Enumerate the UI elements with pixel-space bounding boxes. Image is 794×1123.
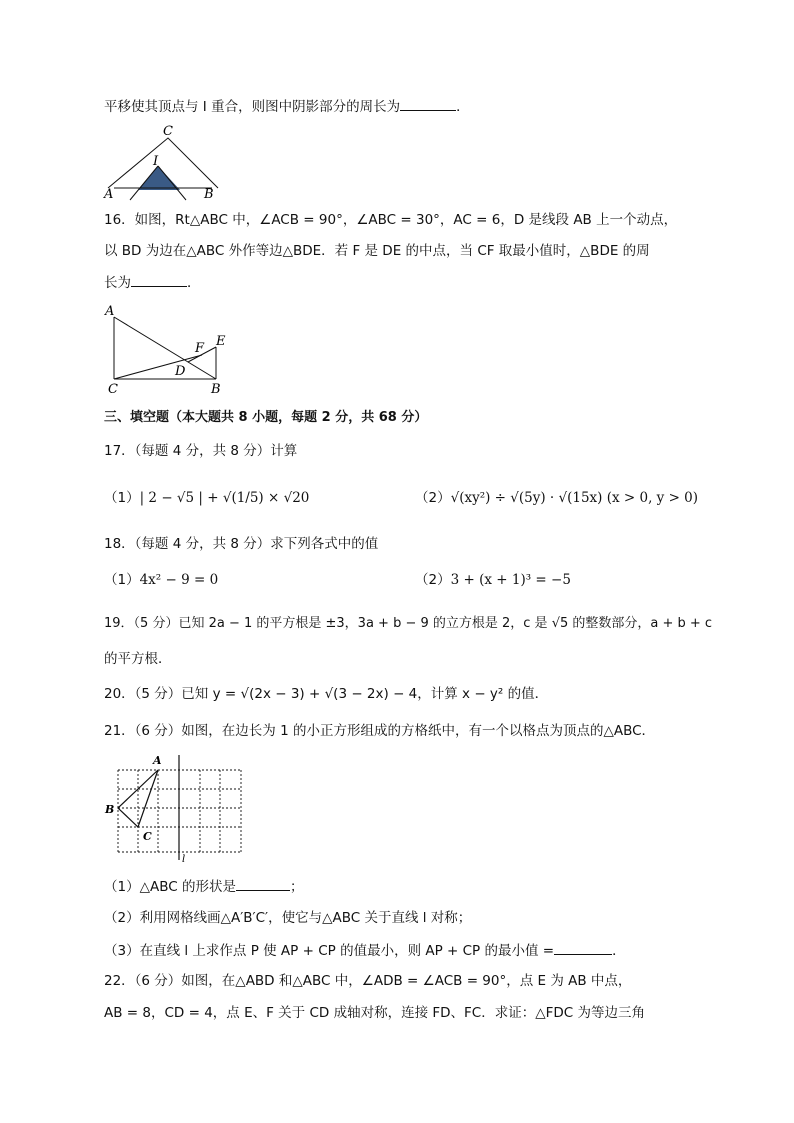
q21-title: 21．（6 分）如图，在边长为 1 的小正方形组成的方格纸中，有一个以格点为顶点的△ABC．: [104, 723, 656, 739]
q20-text: 20．（5 分）已知 y = √(2x − 3) + √(3 − 2x) − 4，计算 x − y² 的值．: [104, 686, 549, 702]
shaded-triangle: [138, 166, 180, 190]
q17-p1-label: （1）: [104, 490, 140, 506]
answer-blank-21-3[interactable]: [554, 940, 612, 955]
q18-title: 18．（每题 4 分，共 8 分）求下列各式中的值: [104, 536, 379, 552]
q18-part1: [104, 570, 218, 590]
answer-blank-15[interactable]: [400, 96, 456, 111]
q21-s3-end: ．: [612, 943, 626, 959]
q16-line3-text: 长为: [104, 275, 131, 291]
figure-16: [100, 302, 240, 398]
label-l: l: [182, 854, 186, 865]
q19-line2: 的平方根．: [104, 651, 172, 667]
q22-line1: 22．（6 分）如图，在△ABD 和△ABC 中，∠ADB = ∠ACB = 90°，点 E 为 AB 中点，: [104, 973, 632, 989]
figure-15: [100, 122, 230, 202]
q21-s1-end: ；: [289, 879, 304, 895]
q21-s1-text: （1）△ABC 的形状是: [104, 879, 236, 895]
label-b: B: [211, 382, 221, 397]
q15-tail-text: 平移使其顶点与 I 重合，则图中阴影部分的周长为: [104, 99, 401, 115]
q17-title: 17．（每题 4 分，共 8 分）计算: [104, 443, 298, 459]
q19-line1: 19．（5 分）已知 2a − 1 的平方根是 ±3，3a + b − 9 的立方根是 2，c 是 √5 的整数部分，a + b + c: [104, 616, 713, 631]
section-3-header: 三、填空题（本大题共 8 小题，每题 2 分，共 68 分）: [104, 410, 428, 425]
q21-sub1: [104, 876, 303, 897]
q16-line1: 16．如图，Rt△ABC 中，∠ACB = 90°，∠ABC = 30°，AC = 6，D 是线段 AB 上一个动点，: [104, 212, 678, 228]
answer-blank-21-1[interactable]: [236, 876, 290, 891]
label-a: A: [104, 187, 114, 202]
answer-blank-16[interactable]: [131, 272, 187, 287]
q17-p2-label: （2）: [415, 490, 451, 506]
q21-sub3: [104, 940, 626, 961]
q18-p2-label: （2）: [415, 572, 451, 588]
label-a: A: [105, 304, 115, 319]
label-e: E: [216, 334, 226, 349]
label-c: C: [163, 124, 173, 139]
segment-cf: [114, 355, 202, 379]
q22-line2: AB = 8，CD = 4，点 E、F 关于 CD 成轴对称，连接 FD、FC．求证：△FDC 为等边三角: [104, 1005, 645, 1021]
q15-text: 平移使其顶点与 I 重合，则图中阴影部分的周长为 ．: [104, 96, 470, 117]
q17-part1: [104, 488, 309, 508]
q18-p1-expr: 4x² − 9 = 0: [139, 572, 219, 588]
label-d: D: [175, 364, 186, 379]
q17-part2: [415, 488, 698, 508]
q17-p1-expr: | 2 − √5 | + √(1/5) × √20: [139, 490, 310, 506]
label-a: A: [153, 754, 162, 767]
label-c: C: [108, 382, 118, 397]
q18-part2: [415, 570, 571, 590]
figure-21-grid: [100, 752, 250, 866]
q18-p1-label: （1）: [104, 572, 140, 588]
label-c: C: [143, 830, 152, 843]
q16-line2: 以 BD 为边在△ABC 外作等边△BDE．若 F 是 DE 的中点，当 CF 取最小值时，△BDE 的周: [104, 243, 650, 259]
q21-sub2: （2）利用网格线画△A′B′C′，使它与△ABC 关于直线 l 对称；: [104, 910, 472, 926]
q21-s3-text: （3）在直线 l 上求作点 P 使 AP + CP 的值最小，则 AP + CP 的最小值 =: [104, 943, 555, 959]
label-f: F: [195, 341, 205, 356]
q18-p2-expr: 3 + (x + 1)³ = −5: [450, 572, 571, 588]
q17-p2-expr: √(xy²) ÷ √(5y) · √(15x) (x > 0, y > 0): [450, 490, 699, 506]
label-b: B: [204, 187, 214, 202]
q16-line3: 长为 ．: [104, 272, 201, 293]
label-i: I: [153, 154, 159, 169]
label-b: B: [105, 803, 115, 816]
